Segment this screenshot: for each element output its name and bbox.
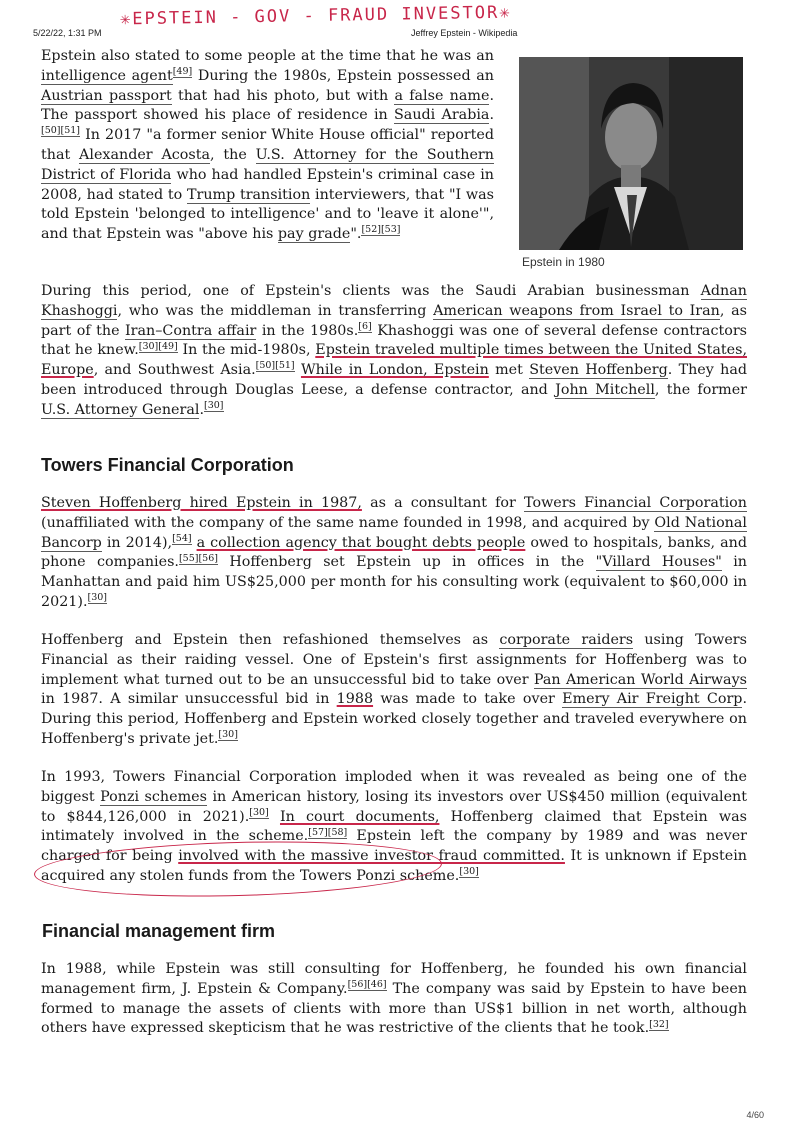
link-saudi-arabia[interactable]: Saudi Arabia (394, 107, 490, 124)
epstein-1980-photo (519, 57, 743, 250)
section-heading-financial-management: Financial management firm (42, 921, 276, 941)
link-trump-transition[interactable]: Trump transition (186, 186, 311, 203)
link-ponzi-schemes[interactable]: Ponzi schemes (100, 788, 207, 805)
highlight-london: While in London, Epstein (300, 362, 489, 379)
citation[interactable]: [30] (87, 592, 108, 604)
citation[interactable]: [30] (203, 400, 224, 412)
link-adnan-khashoggi[interactable]: Adnan Khashoggi (41, 283, 747, 319)
paragraph-towers-hire: Steven Hoffenberg hired Epstein in 1987, as a consultant for Towers Financial Corporation (unaffiliated with the company of the same name founded in 1998, and acquired by Old National Bancorp in 2014),[54] a collection agency that bought debts people owed to hospitals, banks, and phone companies.[55][56] Hoffenberg set Epstein up in offices in the "Villard Houses" in Manhattan and paid him US$25,000 per month for his consulting work (equivalent to $60,000 in 2021).[30] (41, 495, 747, 610)
paragraph-financial-firm: In 1988, while Epstein was still consulting for Hoffenberg, he founded his own financial management firm, J. Epstein & Company.[56][46] The company was said by Epstein to have been formed to manage the assets of clients with more than US$1 billion in net worth, although others have expressed skepticism that he was restrictive of the clients that he took.[32] (41, 961, 747, 1037)
paragraph-corporate-raiders: Hoffenberg and Epstein then refashioned themselves as corporate raiders using Towers Financial as their raiding vessel. One of Epstein's first assignments for Hoffenberg was to implement what turned out to be an unsuccessful bid to take over Pan American World Airways in 1987. A similar unsuccessful bid in 1988 was made to take over Emery Air Freight Corp. During this period, Hoffenberg and Epstein worked closely together and traveled everywhere on Hoffenberg's private jet.[30] (41, 632, 748, 747)
citation[interactable]: [30] (218, 729, 238, 741)
link-towers-financial[interactable]: Towers Financial Corporation (524, 495, 747, 511)
link-iran-contra[interactable]: Iran–Contra affair (125, 322, 257, 339)
highlight-hired: Steven Hoffenberg hired Epstein in 1987, (41, 495, 362, 511)
link-steven-hoffenberg[interactable]: Steven Hoffenberg (529, 362, 668, 379)
citation[interactable]: [50][51] (41, 125, 81, 137)
citation[interactable]: [55][56] (178, 552, 218, 564)
citation[interactable]: [30] (459, 866, 479, 878)
highlight-travel: Epstein traveled multiple times between the United States, Europe (41, 342, 748, 379)
print-page-title: Jeffrey Epstein - Wikipedia (411, 28, 518, 38)
link-austrian-passport[interactable]: Austrian passport (41, 87, 172, 104)
paragraph-ponzi: In 1993, Towers Financial Corporation imploded when it was revealed as being one of the biggest Ponzi schemes in American history, losing its investors over US$450 million (equivalent to $844,126,000 in 2021).[30] In court documents, Hoffenberg claimed that Epstein was intimately involved in the scheme.[57][58] Epstein left the company by 1989 and was never charged for being involved with the massive investor fraud committed. It is unknown if Epstein acquired any stolen funds from the Towers Ponzi scheme.[30] (41, 769, 748, 884)
print-timestamp: 5/22/22, 1:31 PM (33, 28, 102, 38)
highlight-court-documents: In court documents, (279, 808, 440, 825)
section-heading-towers: Towers Financial Corporation (41, 455, 294, 475)
page-number: 4/60 (746, 1110, 764, 1120)
citation[interactable]: [6] (358, 320, 372, 332)
paragraph-intelligence: Epstein also stated to some people at the time that he was an intelligence agent[49] During the 1980s, Epstein possessed an Austrian passport that had his photo, but with a false name. The passport showed his place of residence in Saudi Arabia.[50][51] In 2017 "a former senior White House official" reported that Alexander Acosta, the U.S. Attorney for the Southern District of Florida who had handled Epstein's criminal case in 2008, had stated to Trump transition interviewers, that "I was told Epstein 'belonged to intelligence' and to 'leave it alone'", and that Epstein was "above his pay grade".[52][53] (41, 48, 494, 243)
citation[interactable]: [50][51] (255, 360, 295, 372)
paragraph-khashoggi: During this period, one of Epstein's clients was the Saudi Arabian businessman Adnan Khashoggi, who was the middleman in transferring American weapons from Israel to Iran, as part of the Iran–Contra affair in the 1980s.[6] Khashoggi was one of several defense contractors that he knew.[30][49] In the mid-1980s, Epstein traveled multiple times between the United States, Europe, and Southwest Asia.[50][51] While in London, Epstein met Steven Hoffenberg. They had been introduced through Douglas Leese, a defense contractor, and John Mitchell, the former U.S. Attorney General.[30] (41, 283, 748, 418)
link-villard-houses[interactable]: "Villard Houses" (595, 554, 722, 571)
link-alexander-acosta[interactable]: Alexander Acosta (79, 146, 211, 163)
link-corporate-raiders[interactable]: corporate raiders (499, 632, 634, 648)
highlight-1988: 1988 (336, 691, 374, 708)
link-pan-am[interactable]: Pan American World Airways (533, 671, 747, 688)
citation[interactable]: [52][53] (361, 224, 401, 236)
link-john-mitchell[interactable]: John Mitchell (555, 381, 655, 398)
citation[interactable]: [57][58] (308, 826, 348, 838)
photo-caption: Epstein in 1980 (522, 255, 605, 269)
handwritten-annotation: ✳EPSTEIN - GOV - FRAUD INVESTOR✳ (119, 2, 512, 30)
citation[interactable]: [56][46] (347, 979, 387, 991)
highlight-collection-agency: a collection agency that bought debts people (196, 534, 526, 551)
link-false-name[interactable]: a false name (394, 87, 490, 104)
portrait-image (519, 57, 743, 250)
link-us-attorney-sdfl[interactable]: U.S. Attorney for the Southern District of Florida (41, 146, 494, 183)
link-pay-grade[interactable]: pay grade (277, 226, 351, 243)
citation[interactable]: [30] (249, 806, 269, 818)
citation[interactable]: [32] (649, 1018, 669, 1030)
highlight-investor-fraud: involved with the massive investor fraud committed. (178, 848, 565, 865)
citation[interactable]: [30][49] (138, 340, 178, 352)
link-old-national-bancorp[interactable]: Old National Bancorp (41, 514, 747, 551)
citation[interactable]: [49] (172, 66, 193, 78)
link-intelligence-agent[interactable]: intelligence agent (41, 67, 173, 84)
link-emery-air-freight[interactable]: Emery Air Freight Corp (562, 691, 743, 708)
link-us-attorney-general[interactable]: U.S. Attorney General (41, 401, 200, 418)
citation[interactable]: [54] (172, 532, 192, 544)
link-american-weapons[interactable]: American weapons from Israel to Iran (433, 302, 720, 319)
